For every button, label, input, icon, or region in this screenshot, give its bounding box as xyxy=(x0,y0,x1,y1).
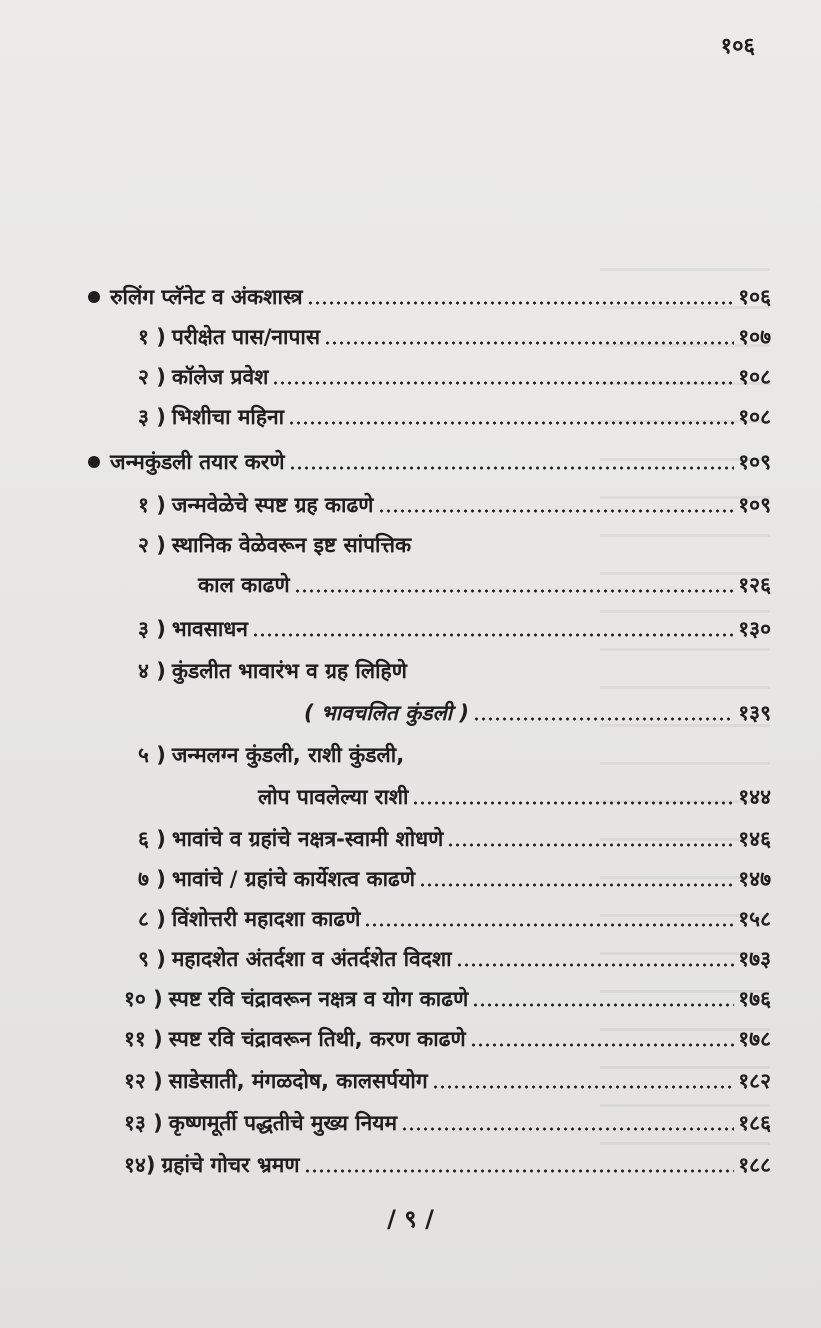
toc-label: रुलिंग प्लॅनेट व अंकशास्त्र xyxy=(110,285,303,309)
toc-label: भिशीचा महिना xyxy=(171,405,285,429)
toc-entry xyxy=(124,1148,771,1182)
toc-number: ५ ) xyxy=(138,743,166,767)
leader-dots xyxy=(472,1002,734,1008)
toc-label: ( भावचलित कुंडली ) xyxy=(304,701,470,725)
toc-number: ३ ) xyxy=(138,617,166,641)
toc-entry xyxy=(124,1064,771,1098)
toc-label: लोप पावलेल्या राशी xyxy=(258,785,409,809)
toc-label: कुंडलीत भावारंभ व ग्रह लिहिणे xyxy=(171,659,407,683)
toc-number: ८ ) xyxy=(138,907,166,931)
toc-label: भावांचे व ग्रहांचे नक्षत्र-स्वामी शोधणे xyxy=(171,827,444,851)
leader-dots xyxy=(252,632,734,638)
leader-dots xyxy=(294,588,735,594)
leader-dots xyxy=(470,1042,735,1048)
toc-page: १०६ xyxy=(738,285,771,309)
leader-dots xyxy=(304,1168,735,1174)
toc-page: १३९ xyxy=(738,701,771,725)
toc-entry xyxy=(138,528,771,562)
toc-entry xyxy=(138,822,771,856)
leader-dots xyxy=(272,380,734,386)
toc-entry xyxy=(138,654,771,688)
toc-entry xyxy=(88,280,771,314)
toc-entry xyxy=(198,568,771,602)
toc-entry xyxy=(138,902,771,936)
toc-entry xyxy=(258,780,771,814)
leader-dots xyxy=(307,300,735,306)
toc-label: भावांचे / ग्रहांचे कार्येशत्व काढणे xyxy=(171,867,416,891)
toc-page: १२६ xyxy=(738,573,771,597)
leader-dots xyxy=(401,1126,734,1132)
leader-dots xyxy=(447,842,734,848)
bullet-icon xyxy=(88,291,100,303)
toc-label: जन्मकुंडली तयार करणे xyxy=(110,450,285,474)
toc-page: १४४ xyxy=(738,785,771,809)
leader-dots xyxy=(289,465,735,471)
toc-number: ११ ) xyxy=(124,1027,163,1051)
toc-number: १ ) xyxy=(138,493,166,517)
toc-number: ४ ) xyxy=(138,659,166,683)
toc-label: कृष्णमूर्ती पद्धतीचे मुख्य नियम xyxy=(168,1111,398,1135)
toc-label: ग्रहांचे गोचर भ्रमण xyxy=(161,1153,300,1177)
toc-label: स्पष्ट रवि चंद्रावरून नक्षत्र व योग काढणे xyxy=(168,987,469,1011)
bullet-icon xyxy=(88,456,100,468)
leader-dots xyxy=(364,922,734,928)
toc-page: १५८ xyxy=(738,907,771,931)
toc-label: परीक्षेत पास/नापास xyxy=(171,325,321,349)
toc-label: स्पष्ट रवि चंद्रावरून तिथी, करण काढणे xyxy=(168,1027,466,1051)
toc-number: ७ ) xyxy=(138,867,166,891)
toc-entry xyxy=(138,942,771,976)
toc-page: १७६ xyxy=(738,987,771,1011)
toc-entry xyxy=(124,982,771,1016)
toc-number: १० ) xyxy=(124,987,163,1011)
toc-page: १०८ xyxy=(738,405,771,429)
toc-page: १४६ xyxy=(738,827,771,851)
toc-entry xyxy=(88,445,771,479)
toc-page: १८२ xyxy=(738,1069,771,1093)
leader-dots xyxy=(378,508,735,514)
toc-entry xyxy=(138,738,771,772)
toc-page: १७३ xyxy=(738,947,771,971)
toc-entry xyxy=(138,320,771,354)
toc-number: १३ ) xyxy=(124,1111,163,1135)
leader-dots xyxy=(288,420,734,426)
toc-label: स्थानिक वेळेवरून इष्ट सांपत्तिक xyxy=(171,533,412,557)
toc-label: साडेसाती, मंगळदोष, कालसर्पयोग xyxy=(168,1069,428,1093)
toc-page: १७८ xyxy=(738,1027,771,1051)
toc-label: काल काढणे xyxy=(198,573,290,597)
toc-page: १०९ xyxy=(738,450,771,474)
top-page-number: १०६ xyxy=(720,34,755,59)
toc-number: ९ ) xyxy=(138,947,166,971)
toc-label: कॉलेज प्रवेश xyxy=(171,365,269,389)
toc-page: १०८ xyxy=(738,365,771,389)
toc-entry xyxy=(138,488,771,522)
toc-entry xyxy=(138,612,771,646)
toc-number: १ ) xyxy=(138,325,166,349)
leader-dots xyxy=(432,1084,735,1090)
leader-dots xyxy=(419,882,734,888)
toc-page: १०९ xyxy=(738,493,771,517)
toc-number: २ ) xyxy=(138,533,166,557)
toc-number: ६ ) xyxy=(138,827,166,851)
leader-dots xyxy=(456,962,735,968)
toc-page: १०७ xyxy=(738,325,771,349)
toc-number: १२ ) xyxy=(124,1069,163,1093)
page-folio: / ९ / xyxy=(387,1205,434,1233)
toc-page: १३० xyxy=(738,617,771,641)
leader-dots xyxy=(473,716,734,722)
toc-label: विंशोत्तरी महादशा काढणे xyxy=(171,907,361,931)
toc-number: ३ ) xyxy=(138,405,166,429)
toc-page: १८८ xyxy=(738,1153,771,1177)
toc-label: जन्मलग्न कुंडली, राशी कुंडली, xyxy=(171,743,405,767)
toc-entry xyxy=(304,696,771,730)
toc-label: जन्मवेळेचे स्पष्ट ग्रह काढणे xyxy=(171,493,374,517)
toc-page: १४७ xyxy=(738,867,771,891)
toc-page: १८६ xyxy=(738,1111,771,1135)
toc-entry xyxy=(138,400,771,434)
toc-number: १४) xyxy=(124,1153,156,1177)
leader-dots xyxy=(412,800,734,806)
toc-entry xyxy=(138,360,771,394)
toc-entry xyxy=(124,1106,771,1140)
toc-label: महादशेत अंतर्दशा व अंतर्दशेत विदशा xyxy=(171,947,452,971)
toc-entry xyxy=(124,1022,771,1056)
toc-label: भावसाधन xyxy=(171,617,248,641)
toc-entry xyxy=(138,862,771,896)
leader-dots xyxy=(324,340,734,346)
toc-number: २ ) xyxy=(138,365,166,389)
